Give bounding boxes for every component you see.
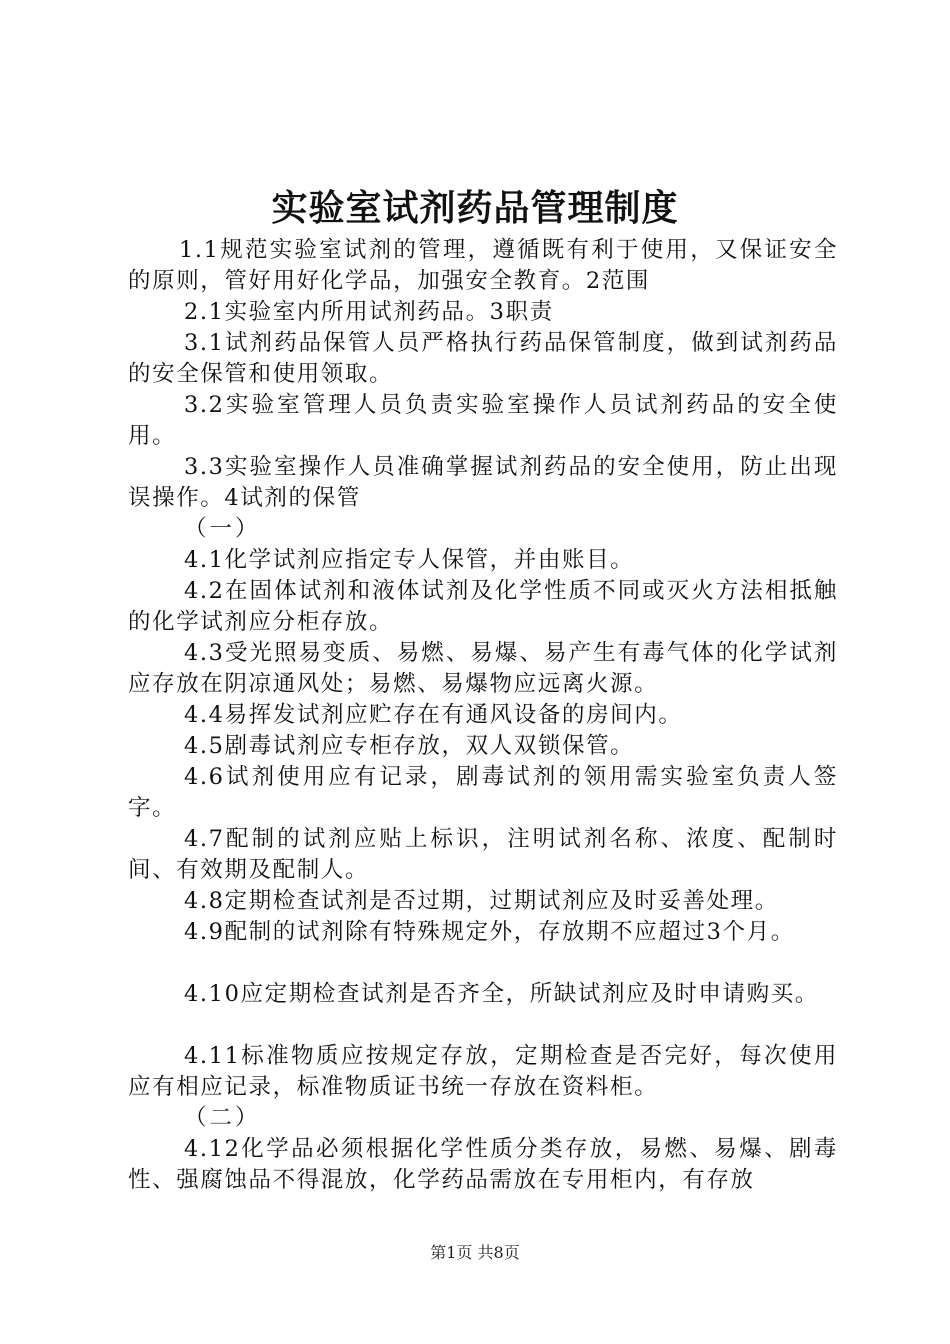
paragraph-4-11: 4.11标准物质应按规定存放，定期检查是否完好，每次使用应有相应记录，标准物质证书统一存放在资料柜。 (128, 1043, 838, 1100)
paragraph-3-3: 3.3实验室操作人员准确掌握试剂药品的安全使用，防止出现误操作。4试剂的保管 (128, 454, 838, 511)
document-title: 实验室试剂药品管理制度 (271, 187, 679, 229)
paragraph-4-5: 4.5剧毒试剂应专柜存放，双人双锁保管。 (184, 733, 635, 759)
paragraph-4-3: 4.3受光照易变质、易燃、易爆、易产生有毒气体的化学试剂应存放在阴凉通风处；易燃、易爆物应远离火源。 (128, 640, 838, 697)
paragraph-4-10: 4.10应定期检查试剂是否齐全，所缺试剂应及时申请购买。 (184, 981, 819, 1007)
paragraph-4-1: 4.1化学试剂应指定专人保管，并由账目。 (184, 547, 635, 573)
section-heading-two: （二） (184, 1105, 261, 1131)
document-body (128, 235, 838, 1196)
paragraph-3-2: 3.2实验室管理人员负责实验室操作人员试剂药品的安全使用。 (128, 392, 838, 449)
paragraph-4-12: 4.12化学品必须根据化学性质分类存放，易燃、易爆、剧毒性、强腐蚀品不得混放，化学药品需放在专用柜内，有存放 (128, 1136, 838, 1193)
section-heading-one: （一） (184, 516, 261, 542)
paragraph-4-6: 4.6试剂使用应有记录，剧毒试剂的领用需实验室负责人签字。 (128, 764, 838, 821)
paragraph-4-8: 4.8定期检查试剂是否过期，过期试剂应及时妥善处理。 (184, 888, 779, 914)
paragraph-4-7: 4.7配制的试剂应贴上标识，注明试剂名称、浓度、配制时间、有效期及配制人。 (128, 826, 838, 883)
paragraph-4-9: 4.9配制的试剂除有特殊规定外，存放期不应超过3个月。 (184, 919, 795, 945)
paragraph-4-2: 4.2在固体试剂和液体试剂及化学性质不同或灭火方法相抵触的化学试剂应分柜存放。 (128, 578, 838, 635)
paragraph-4-4: 4.4易挥发试剂应贮存在有通风设备的房间内。 (184, 702, 683, 728)
paragraph-1-1: 1.1规范实验室试剂的管理，遵循既有利于使用，又保证安全的原则，管好用好化学品，加强安全教育。2范围 (128, 237, 838, 294)
page-footer: 第1页 共8页 (430, 1243, 520, 1262)
paragraph-3-1: 3.1试剂药品保管人员严格执行药品保管制度，做到试剂药品的安全保管和使用领取。 (128, 330, 838, 387)
paragraph-2-1: 2.1实验室内所用试剂药品。3职责 (184, 299, 554, 325)
